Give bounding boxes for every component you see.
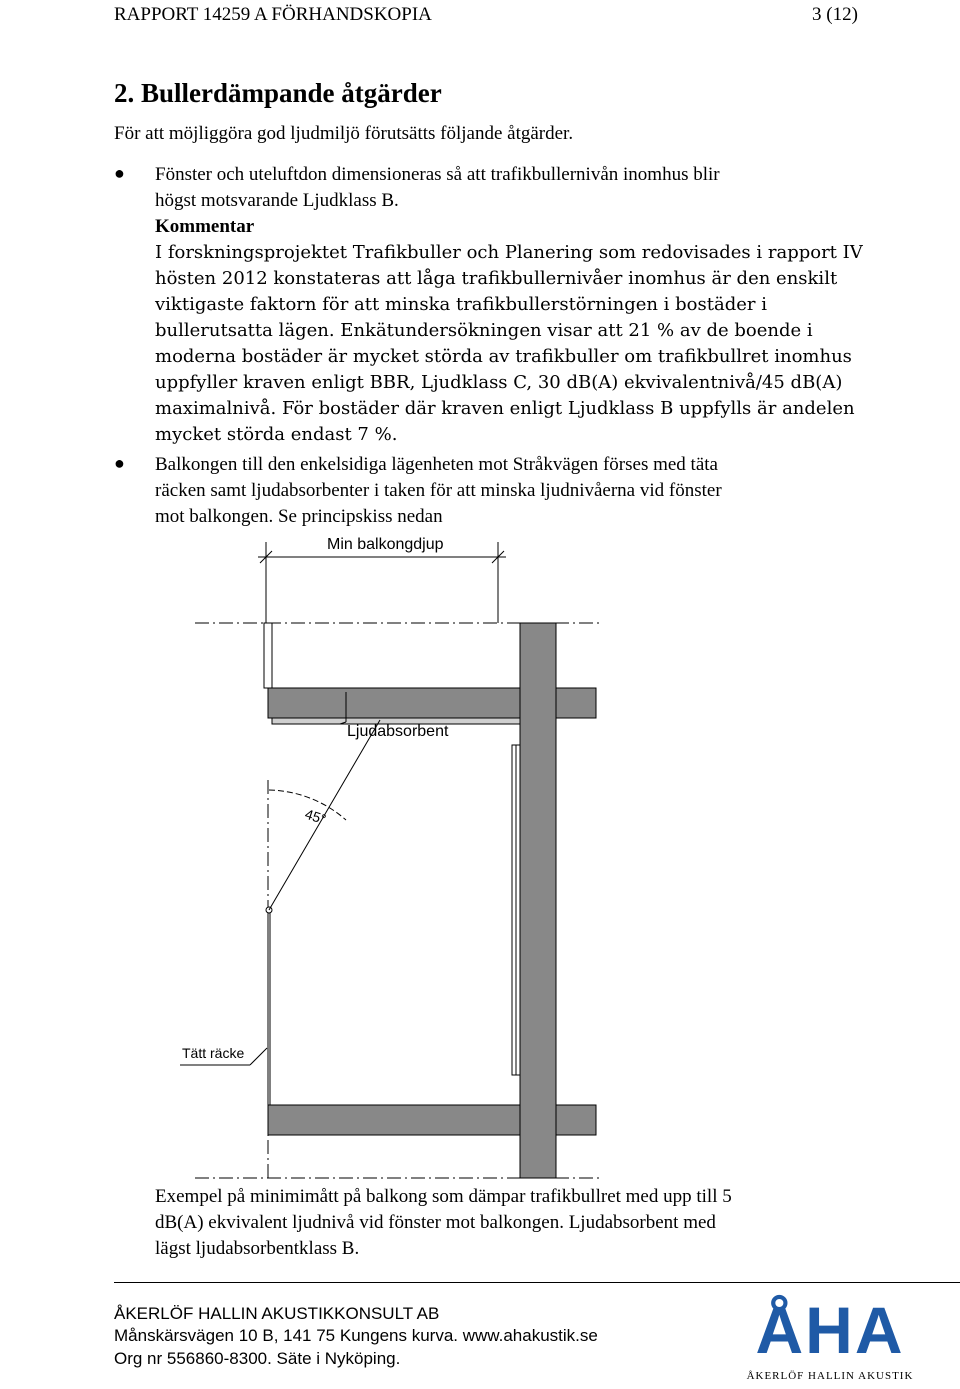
bullet-line: Balkongen till den enkelsidiga lägenheten mot Stråkvägen förses med täta xyxy=(155,454,718,475)
bullet-icon: ● xyxy=(114,453,125,473)
caption-line: lägst ljudabsorbentklass B. xyxy=(155,1238,360,1259)
bullet-line: mot balkongen. Se principskiss nedan xyxy=(155,506,443,527)
comment-line: uppfyller kraven enligt BBR, Ljudklass C, 30 dB(A) ekvivalentnivå/45 dB(A) xyxy=(155,372,843,393)
caption-line: Exempel på minimimått på balkong som dämpar trafikbullret med upp till 5 xyxy=(155,1186,732,1207)
footer-divider xyxy=(114,1282,960,1283)
upper-railing xyxy=(264,623,272,688)
comment-line: I forskningsprojektet Trafikbuller och Planering som redovisades i rapport IV xyxy=(155,242,863,263)
logo-subtitle: ÅKERLÖF HALLIN AKUSTIK xyxy=(746,1370,914,1382)
bullet-line: Fönster och uteluftdon dimensioneras så att trafikbullernivån inomhus blir xyxy=(155,164,720,185)
comment-line: maximalnivå. För bostäder där kraven enligt Ljudklass B uppfylls är andelen xyxy=(155,398,855,419)
wall xyxy=(520,623,556,1178)
comment-line: bullerutsatta lägen. Enkätundersökningen visar att 21 % av de boende i xyxy=(155,320,813,341)
absorbent-label: Ljudabsorbent xyxy=(347,723,449,740)
comment-line: moderna bostäder är mycket störda av trafikbuller om trafikbullret inomhus xyxy=(155,346,852,367)
bullet-line: räcken samt ljudabsorbenter i taken för att minska ljudnivåerna vid fönster xyxy=(155,480,722,501)
depth-label: Min balkongdjup xyxy=(327,536,444,553)
page-number: 3 (12) xyxy=(812,4,858,25)
bullet-line: högst motsvarande Ljudklass B. xyxy=(155,190,399,211)
railing-label: Tätt räcke xyxy=(182,1045,245,1061)
section-heading: 2. Bullerdämpande åtgärder xyxy=(114,78,442,108)
comment-title: Kommentar xyxy=(155,216,255,237)
comment-line: viktigaste faktorn för att minska trafikbullerstörningen i bostäder i xyxy=(155,294,767,315)
footer-address: Månskärsvägen 10 B, 141 75 Kungens kurva. www.ahakustik.se xyxy=(114,1326,598,1345)
intro-paragraph: För att möjliggöra god ljudmiljö förutsätts följande åtgärder. xyxy=(114,123,574,144)
footer-org: Org nr 556860-8300. Säte i Nyköping. xyxy=(114,1349,401,1368)
logo-letters: ÅHA xyxy=(755,1293,905,1367)
company-logo xyxy=(730,1294,930,1386)
footer-company: ÅKERLÖF HALLIN AKUSTIKKONSULT AB xyxy=(114,1304,440,1323)
comment-line: mycket störda endast 7 %. xyxy=(155,424,398,445)
report-title: RAPPORT 14259 A FÖRHANDSKOPIA xyxy=(114,4,432,25)
caption-line: dB(A) ekvivalent ljudnivå vid fönster mot balkongen. Ljudabsorbent med xyxy=(155,1212,716,1233)
comment-line: hösten 2012 konstateras att låga trafikbullernivåer inomhus är den enskilt xyxy=(155,268,838,289)
bullet-icon: ● xyxy=(114,163,125,183)
figure-caption xyxy=(155,1184,895,1262)
angle-label: 45° xyxy=(303,805,329,828)
